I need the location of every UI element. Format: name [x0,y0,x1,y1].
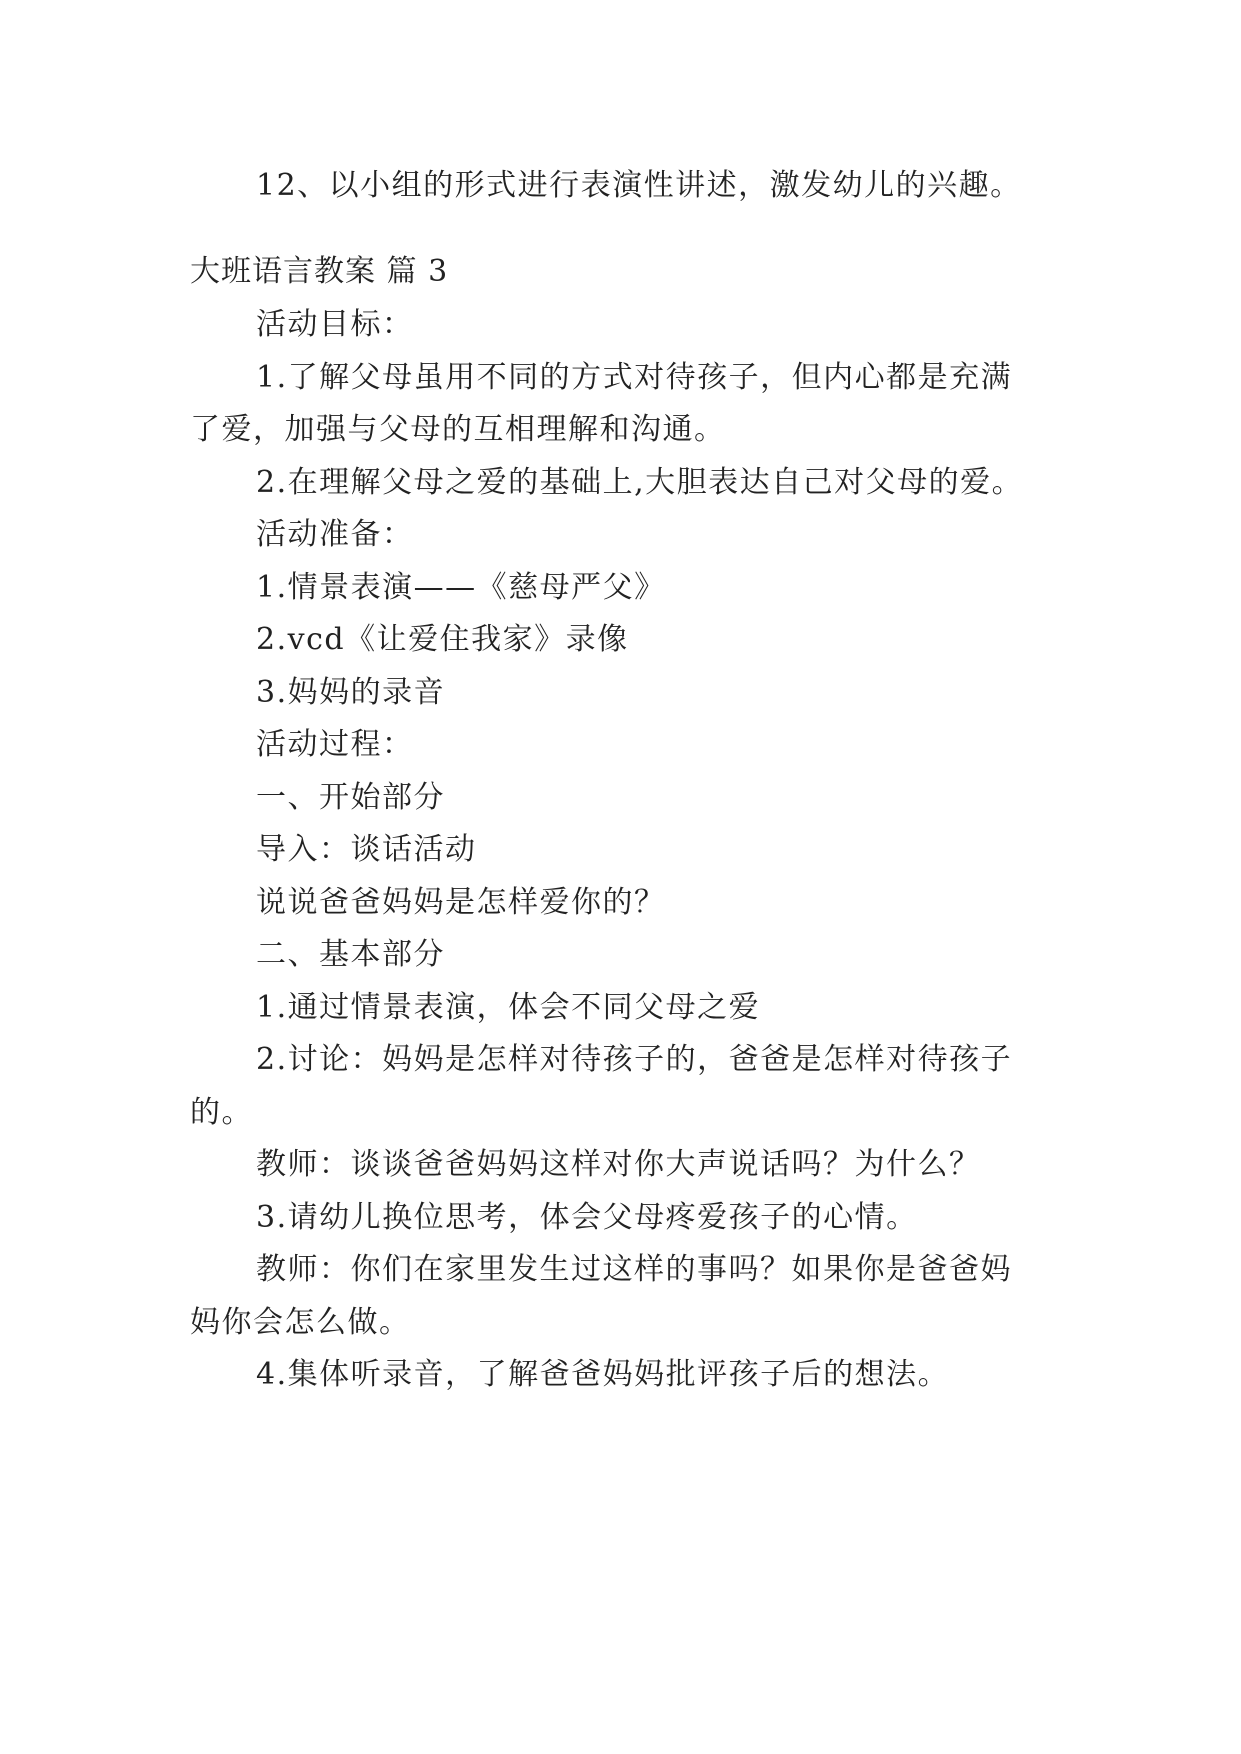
section-heading: 大班语言教案 篇 3 [190,254,449,289]
goal-2: 2.在理解父母之爱的基础上,大胆表达自己对父母的爱。 [256,465,1024,500]
paragraph-item-12: 12、以小组的形式进行表演性讲述，激发幼儿的兴趣。 [256,168,1022,203]
step-1: 1.通过情景表演，体会不同父母之爱 [256,990,761,1025]
goal-1-line-1: 1.了解父母虽用不同的方式对待孩子，但内心都是充满 [256,360,1013,395]
teacher-line-2-part-1: 教师：你们在家里发生过这样的事吗？如果你是爸爸妈 [256,1252,1012,1287]
teacher-line-2-part-2: 妈你会怎么做。 [190,1305,411,1340]
step-2-line-2: 的。 [190,1095,253,1130]
activity-process-heading: 活动过程： [256,727,414,762]
intro-line: 导入：谈话活动 [256,832,477,867]
goal-1-line-2: 了爱，加强与父母的互相理解和沟通。 [190,412,726,447]
step-4: 4.集体听录音，了解爸爸妈妈批评孩子后的想法。 [256,1357,950,1392]
part-1-heading: 一、开始部分 [256,780,445,815]
teacher-line-1: 教师：谈谈爸爸妈妈这样对你大声说话吗？为什么？ [256,1147,981,1182]
activity-goals-heading: 活动目标： [256,307,414,342]
part-2-heading: 二、基本部分 [256,937,445,972]
activity-prep-heading: 活动准备： [256,517,414,552]
step-2-line-1: 2.讨论：妈妈是怎样对待孩子的，爸爸是怎样对待孩子 [256,1042,1013,1077]
prep-item-2: 2.vcd《让爱住我家》录像 [256,622,629,657]
prep-item-3: 3.妈妈的录音 [256,675,446,710]
step-3: 3.请幼儿换位思考，体会父母疼爱孩子的心情。 [256,1200,918,1235]
prep-item-1: 1.情景表演——《慈母严父》 [256,570,666,605]
question-line: 说说爸爸妈妈是怎样爱你的？ [256,885,666,920]
